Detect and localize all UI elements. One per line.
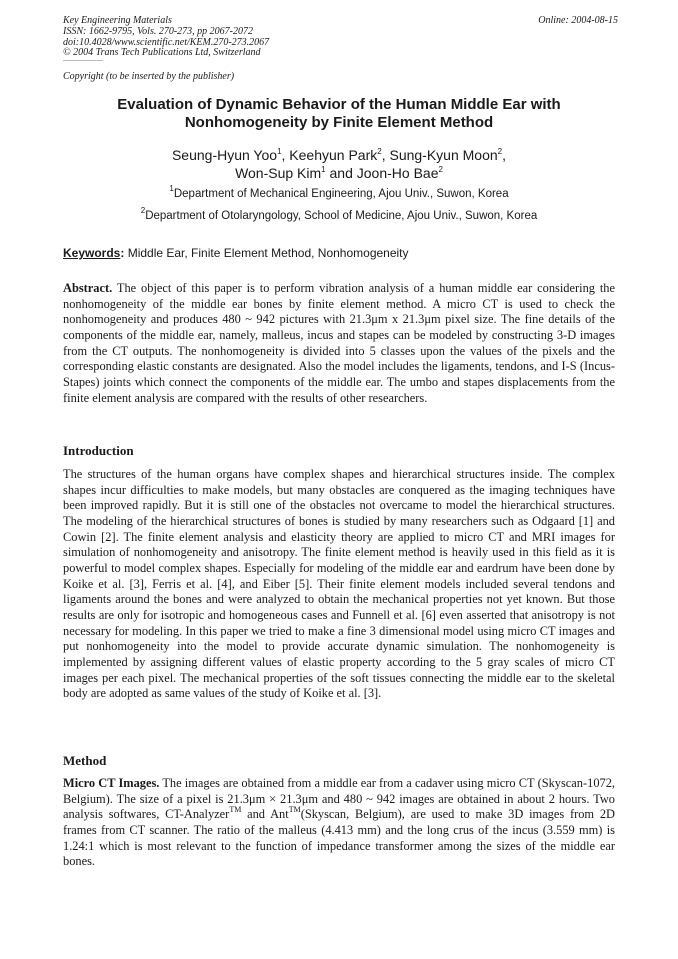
author-affiliation-mark: 2 [377,147,382,156]
abstract-label: Abstract. [63,281,113,295]
introduction-paragraph: The structures of the human organs have complex shapes and hierarchical structures inside. The complex shapes incur difficulties to make models, but many obstacles are conquered as the imaging techniques have been improved rapidly. But it is still one of the obstacles not overcame to model the hierarchical structures. The modeling of the hierarchical structures of bones is studied by many researchers such as Odgaard [1] and Cowin [2]. The finite element analysis and elasticity theory are applied to micro CT and MRI images for simulation of nonhomogeneity and anisotropy. The finite element method is heavily used in this field as it is powerful to model complex shapes. Especially for modeling of the middle ear and eardrum have been done by Koike et al. [3], Ferris et al. [4], and Eiber [5]. Their finite element models included several tendons and ligaments around the bones and were analyzed to obtain the mechanical properties not yet known. But those results are only for isotropic and homogeneous cases and Funnell et al. [6] even asserted that anisotropy is not necessary for modeling. In this paper we tried to make a fine 3 dimensional model using micro CT images and put nonhomogeneity into the model to provide accurate dynamic simulation. The nonhomogeneity is implemented by assigning different values of elastic property according to the 5 gray scales of micro CT images per each pixel. The mechanical properties of the soft tissues connecting the middle ear to the skeletal body are adopted as same values of the study of Koike et al. [3]. [63,467,615,701]
author-list [63,146,615,182]
title-line-2: Nonhomogeneity by Finite Element Method [184,114,494,131]
affiliation-1 [63,184,615,200]
method-text: (Skyscan, Belgium), are used to make 3D images from 2D frames from CT scanner. The ratio of the malleus (4.413 mm) and the long crus of the incus (3.559 mm) is 1.24:1 which is most relevant to the function of impedance transformer among the sizes of the middle ear bones. [63,807,615,869]
paper-title [63,96,615,132]
issn-line: ISSN: 1662-9795, Vols. 270-273, pp 2067-2072 [63,25,253,37]
journal-header [63,16,618,63]
keywords-label: Keywords [63,246,121,260]
publisher-line: © 2004 Trans Tech Publications Ltd, Switzerland [63,47,261,59]
author-affiliation-mark: 2 [438,165,443,174]
keywords-colon: : [120,246,125,260]
method-subheading: Micro CT Images. [63,776,160,790]
trademark-mark: TM [288,805,301,815]
method-heading: Method [63,753,107,768]
author-name: , Sung-Kyun Moon [381,147,498,163]
author-affiliation-mark: 2 [497,147,503,156]
author-name: , Keehyun Park [281,147,378,163]
abstract-paragraph [63,281,615,406]
journal-name: Key Engineering Materials [63,15,172,26]
affiliation-text: Department of Mechanical Engineering, Ajou Univ., Suwon, Korea [173,188,509,200]
author-affiliation-mark: 1 [277,147,282,156]
method-paragraph [63,776,615,870]
keywords-text: Middle Ear, Finite Element Method, Nonhomogeneity [124,246,409,260]
abstract-text: The object of this paper is to perform vibration analysis of a human middle ear considering the nonhomogeneity of the middle ear bones by finite element method. A micro CT is used to check the nonhomogeneity and produces 480 ~ 942 pictures with 21.3μm x 21.3μm pixel size. The fine details of the components of the middle ear, namely, malleus, incus and stapes can be modeled by constructing 3-D images from the CT outputs. The nonhomogeneity is divided into 5 classes upon the values of the pixels and the corresponding elastic constants are designated. Also the model includes the ligaments, tendons, and I-S (Incus-Stapes) joints which connect the components of the middle ear. The umbo and stapes displacements from the finite element analysis are compared with the results of other researchers. [63,281,615,405]
author-name: Won-Sup Kim [235,165,322,181]
author-line-1 [63,146,615,164]
author-affiliation-mark: 1 [321,165,326,174]
keywords [63,246,409,260]
affiliation-text: Department of Otolaryngology, School of Medicine, Ajou Univ., Suwon, Korea [145,210,538,222]
doi-line: doi:10.4028/www.scientific.net/KEM.270-273.2067 [63,36,270,48]
online-date: Online: 2004-08-15 [538,15,618,26]
author-name: and Joon-Ho Bae [325,165,439,181]
author-name: Seung-Hyun Yoo [171,147,278,163]
affiliation-2 [63,206,615,222]
author-separator: , [502,147,507,163]
title-line-1: Evaluation of Dynamic Behavior of the Human Middle Ear with [117,96,561,113]
method-text: The images are obtained from a middle ear from a cadaver using micro CT (Skyscan-1072, Belgium). The size of a pixel is 21.3μm × 21.3μm and 480 ~ 942 images are obtained in about 2 hours. Two analysis softwares, CT-Analyzer [63,776,615,822]
header-rule [63,60,103,61]
author-line-2 [63,164,615,182]
affiliation-mark: 1 [169,184,174,193]
affiliation-mark: 2 [140,206,146,215]
copyright-note: Copyright (to be inserted by the publisher) [63,71,235,82]
method-text: and Ant [241,807,289,822]
trademark-mark: TM [229,805,242,815]
introduction-heading: Introduction [63,443,134,458]
